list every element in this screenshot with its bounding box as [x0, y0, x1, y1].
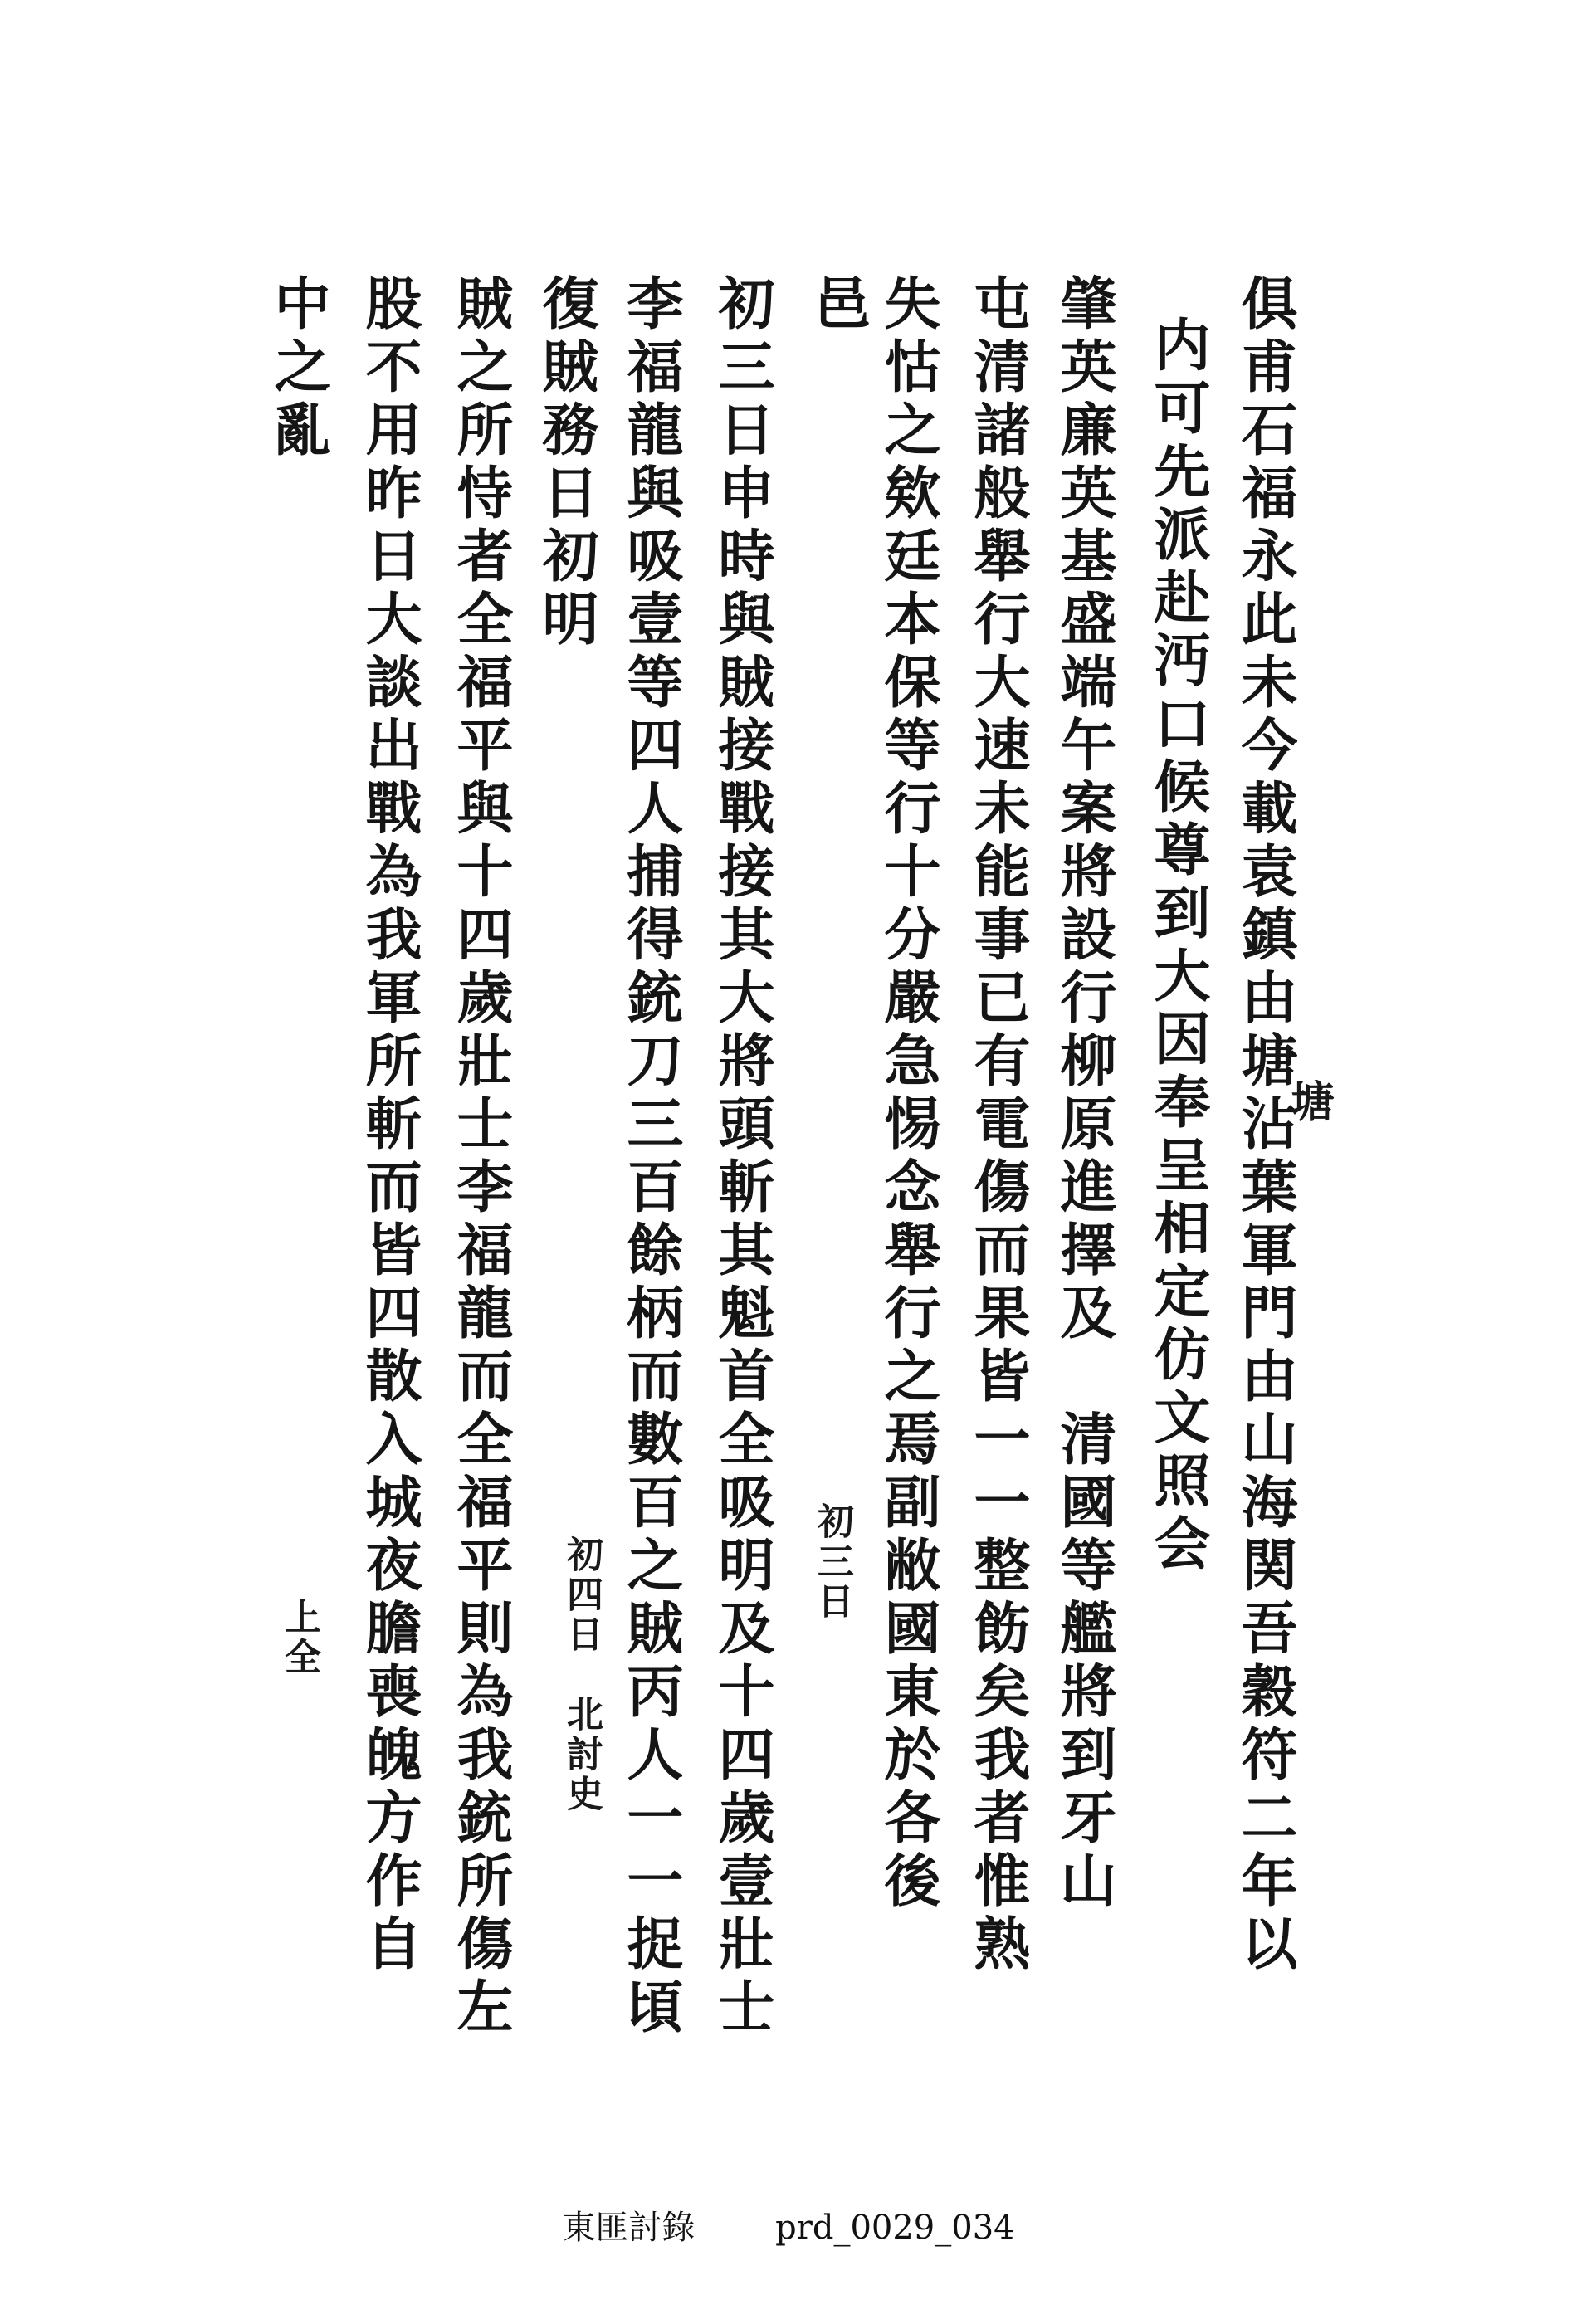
text-column-6: 邑: [804, 274, 871, 337]
text-column-12: 中之亂: [265, 274, 331, 463]
text-column-2: 内可先派赴沔口候尊到大因奉呈相定仿文照会: [1145, 315, 1211, 1577]
text-column-4: 屯清諸般舉行大速未能事已有電傷而果皆一一整飭矣我者惟熟: [964, 274, 1031, 1977]
book-title: 東匪討錄: [562, 2209, 696, 2247]
date-note: 初三日: [811, 1502, 853, 1622]
text-column-7: 初三日申時與賊接戰接其大將頭斬其魁首全吸明及十四歲壹壯士: [709, 274, 775, 2040]
text-column-11: 股不用昨日大談出戰為我軍所斬而皆四散入城夜膽喪魄方作自: [356, 274, 422, 1977]
text-column-1: 俱甫石福永此未今載袁鎮由塘沾葉軍門由山海関吾穀符二年以: [1232, 274, 1298, 1977]
margin-correction-note: 塘: [1283, 1079, 1334, 1125]
closing-note: 上全: [278, 1598, 320, 1677]
text-column-5: 失怙之欸廷本保等行十分嚴急惕念舉行之焉副敝國東於各後: [875, 274, 941, 1914]
page-footer: [0, 2201, 1577, 2248]
page-id: prd_0029_034: [775, 2209, 1015, 2247]
text-column-3: 肇英廉英基盛端午案將設行柳原進擇及 清國等艦將到牙山: [1051, 274, 1117, 1914]
text-column-10: 賊之所恃者全福平與十四歲壯士李福龍而全福平則為我銃所傷左: [447, 274, 514, 2040]
text-column-8: 李福龍與吸壹等四人捕得銃刀三百餘柄而數百之賊丙人一一捉頃: [618, 274, 684, 2040]
date-signature-note: 初四日 北討史: [560, 1536, 603, 1814]
text-column-9: 復賊務日初明: [533, 274, 599, 652]
